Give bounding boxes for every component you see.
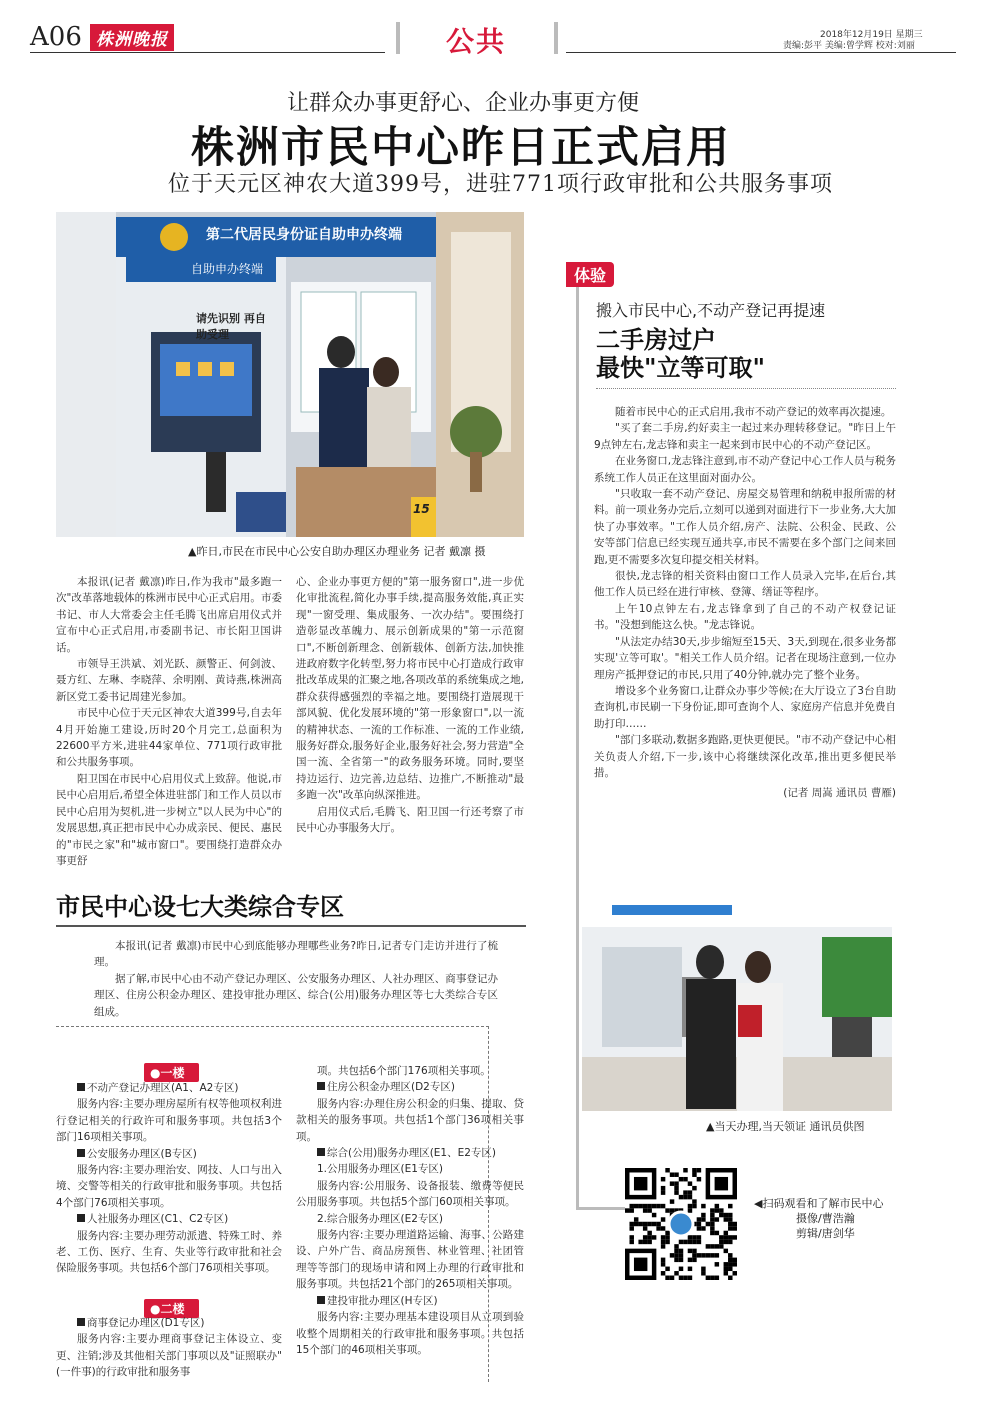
zones-right-col [296, 1063, 524, 1358]
qr-module [679, 1249, 683, 1253]
qr-module [665, 1267, 669, 1271]
qr-module [683, 1177, 687, 1181]
main-paragraph: 市领导王洪斌、刘光跃、颜警正、何剑波、聂方红、左琳、李晓萍、余明刚、黄诗燕,株洲高新区党工委书记周建光参加。 [56, 658, 282, 703]
qr-module [733, 1235, 737, 1239]
qr-module [692, 1235, 696, 1239]
qr-module [719, 1240, 723, 1244]
qr-module [733, 1226, 737, 1230]
paper-logo [90, 24, 174, 51]
qr-module [706, 1253, 710, 1257]
zones-left-floor1 [56, 1080, 282, 1277]
qr-module [724, 1213, 728, 1217]
qr-module [688, 1240, 692, 1244]
sidebar-title-rule [596, 388, 896, 389]
qr-module [692, 1249, 696, 1253]
headline-main: 株洲市民中心昨日正式启用 [191, 123, 731, 173]
qr-module [665, 1240, 669, 1244]
qr-module [701, 1253, 705, 1257]
qr-module [697, 1235, 701, 1239]
qr-module [647, 1208, 651, 1212]
qr-module [728, 1276, 732, 1280]
sidebar-tag-text: 体验 [574, 266, 607, 285]
qr-module [697, 1253, 701, 1257]
qr-module [706, 1222, 710, 1226]
zone-content: 2.综合服务办理区(E2专区) [317, 1212, 444, 1225]
photo-self-service-terminal [56, 212, 524, 537]
sidebar-paragraph: 在业务窗口,龙志锋注意到,市不动产登记中心工作人员与税务系统工作人员正在这里面对面办公。 [594, 455, 896, 484]
qr-module [647, 1204, 651, 1208]
zone-bullet-icon [77, 1318, 85, 1326]
main-paragraph: 市民中心位于天元区神农大道399号,自去年4月开始施工建设,历时20个月完工,总面积为22600平方米,进驻44家单位、771项行政审批和公共服务事项。 [56, 707, 282, 769]
qr-module [656, 1204, 660, 1208]
qr-module [733, 1271, 737, 1275]
zone-content: 1.公用服务办理区(E1专区) [317, 1163, 444, 1176]
qr-module [674, 1172, 678, 1176]
floor2-label: ●二楼 [144, 1299, 199, 1318]
qr-module [710, 1222, 714, 1226]
zone-bullet-icon [317, 1082, 325, 1090]
zone-bullet-icon [77, 1083, 85, 1091]
zones-intro-paragraph: 据了解,市民中心由不动产登记办理区、公安服务办理区、人社办理区、商事登记办理区、住房公积金办理区、建投审批办理区、综合(公用)服务办理区等七大类综合专区组成。 [94, 972, 498, 1018]
qr-module [724, 1240, 728, 1244]
qr-module [728, 1240, 732, 1244]
qr-module [665, 1168, 669, 1172]
floor1-label: ●一楼 [144, 1063, 199, 1082]
qr-module [647, 1231, 651, 1235]
zone-title: 综合(公用)服务办理区(E1、E2专区) [296, 1145, 524, 1161]
qr-module [710, 1253, 714, 1257]
qr-module [688, 1276, 692, 1280]
qr-module [724, 1262, 728, 1266]
header-rule-right [566, 52, 956, 53]
photo2-caption: ▲当天办理,当天领证 通讯员供图 [706, 1120, 865, 1133]
sidebar-kicker: 搬入市民中心,不动产登记再提速 [596, 301, 826, 320]
qr-module [661, 1244, 665, 1248]
qr-module [728, 1235, 732, 1239]
sidebar-paragraph: 随着市民中心的正式启用,我市不动产登记的效率再次提速。 [615, 406, 892, 418]
qr-module [665, 1276, 669, 1280]
qr-module [670, 1253, 674, 1257]
qr-module [661, 1190, 665, 1194]
qr-module [674, 1244, 678, 1248]
qr-module [634, 1217, 638, 1221]
qr-module [679, 1267, 683, 1271]
qr-module [715, 1253, 719, 1257]
sidebar-paragraph: 上午10点钟左右,龙志锋拿到了自己的不动产权登记证书。"没想到能这么快。"龙志锋说。 [594, 602, 896, 632]
qr-module [643, 1226, 647, 1230]
headline-sub: 位于天元区神农大道399号，进驻771项行政审批和公共服务事项 [168, 172, 833, 197]
staff-credits: 责编:彭平 美编:曾学辉 校对:刘丽 [783, 41, 915, 51]
qr-module [629, 1222, 633, 1226]
qr-module [715, 1276, 719, 1280]
zone-bullet-icon [317, 1296, 325, 1304]
qr-module [652, 1213, 656, 1217]
qr-module [688, 1267, 692, 1271]
qr-finder-module [634, 1258, 647, 1271]
qr-module [652, 1222, 656, 1226]
zone-content: 项。共包括6个部门176项相关事项。 [317, 1065, 491, 1077]
qr-module [634, 1204, 638, 1208]
qr-module [701, 1204, 705, 1208]
qr-module [647, 1240, 651, 1244]
paper-logo-text: 株洲晚报 [96, 30, 168, 50]
sidebar-paragraph: "从法定办结30天,步步缩短至15天、3天,到现在,很多业务都实现'立等可取'。"相关工作人员介绍。记者在现场注意到,一位办理房产抵押登记的市民,只用了40分钟,就办完了整个业务。 [594, 635, 896, 681]
qr-module [728, 1213, 732, 1217]
qr-code-image [625, 1168, 737, 1280]
qr-module [683, 1240, 687, 1244]
qr-code[interactable] [625, 1168, 737, 1280]
main-article-col1 [56, 574, 282, 869]
qr-module [724, 1217, 728, 1221]
qr-module [728, 1253, 732, 1257]
qr-module [692, 1199, 696, 1203]
main-paragraph: 本报讯(记者 戴凛)昨日,作为我市"最多跑一次"改革落地载体的株洲市民中心正式启用。市委书记、市人大常委会主任毛腾飞出席启用仪式并宣布中心正式启用,市委副书记、市长阳卫国讲话。 [56, 576, 282, 654]
sidebar-tag [566, 262, 614, 287]
qr-module [683, 1168, 687, 1172]
qr-module [688, 1204, 692, 1208]
qr-module [638, 1240, 642, 1244]
qr-module [674, 1249, 678, 1253]
qr-module [647, 1235, 651, 1239]
qr-module [710, 1231, 714, 1235]
qr-module [692, 1240, 696, 1244]
qr-module [710, 1208, 714, 1212]
zone-title: 住房公积金办理区(D2专区) [296, 1079, 524, 1095]
qr-module [643, 1240, 647, 1244]
qr-module [728, 1204, 732, 1208]
qr-module [706, 1276, 710, 1280]
qr-module [674, 1186, 678, 1190]
zone-title: 不动产登记办理区(A1、A2专区) [56, 1080, 282, 1096]
qr-module [701, 1217, 705, 1221]
qr-module [625, 1208, 629, 1212]
qr-module [697, 1177, 701, 1181]
page-header [0, 0, 985, 60]
qr-module [674, 1181, 678, 1185]
qr-module [715, 1217, 719, 1221]
qr-center-logo [669, 1212, 693, 1236]
zone-title: 人社服务办理区(C1、C2专区) [56, 1211, 282, 1227]
main-paragraph: 阳卫国在市民中心启用仪式上致辞。他说,市民中心启用后,希望全体进驻部门和工作人员以市民中心启用为契机,进一步树立"以人民为中心"的发展思想,真正把市民中心办成亲民、便民、惠民的"市民之家"和"城市窗口"。要围绕打造群众办事更舒 [56, 772, 282, 867]
qr-module [719, 1244, 723, 1248]
qr-module [697, 1226, 701, 1230]
qr-module [674, 1271, 678, 1275]
qr-module [728, 1258, 732, 1262]
zone-content: 服务内容:主要办理房屋所有权等他项权利进行登记相关的行政许可和服务事项。共包括3个部门16项相关事项。 [56, 1098, 282, 1144]
qr-module [733, 1258, 737, 1262]
sidebar-paragraph: "部门多联动,数据多跑路,更快更便民。"市不动产登记中心相关负责人介绍,下一步,该中心将继续深化改革,推出更多便民举措。 [594, 734, 896, 779]
issue-date: 2018年12月19日 星期三 [820, 30, 923, 40]
zones-intro-paragraph: 本报讯(记者 戴凛)市民中心到底能够办理哪些业务?昨日,记者专门走访并进行了梳理。 [94, 940, 498, 969]
qr-module [643, 1222, 647, 1226]
qr-module [674, 1253, 678, 1257]
qr-module [647, 1222, 651, 1226]
qr-module [701, 1271, 705, 1275]
qr-module [724, 1249, 728, 1253]
qr-module [724, 1235, 728, 1239]
floor1-tag [144, 1062, 199, 1082]
qr-module [679, 1253, 683, 1257]
qr-module [697, 1222, 701, 1226]
photo-illustration [582, 887, 892, 1111]
qr-module [661, 1217, 665, 1221]
zone-content: 服务内容:主要办理劳动派遣、特殊工时、养老、工伤、医疗、生育、失业等行政审批和社会保险服务事项。共包括6个部门76项相关事项。 [56, 1229, 282, 1275]
qr-module [661, 1271, 665, 1275]
qr-module [683, 1190, 687, 1194]
photo-certificate-holders [582, 887, 892, 1111]
qr-module [710, 1244, 714, 1248]
qr-finder-module [715, 1177, 728, 1190]
qr-module [656, 1222, 660, 1226]
qr-module [683, 1276, 687, 1280]
qr-module [724, 1267, 728, 1271]
page-number: A06 [30, 22, 82, 52]
qr-module [674, 1258, 678, 1262]
sidebar-title-line1: 二手房过户 [596, 325, 716, 354]
qr-module [719, 1208, 723, 1212]
zone-content: 服务内容:公用服务、设备报装、缴费等便民公用服务事项。共包括5个部门60项相关事项。 [296, 1179, 524, 1209]
qr-module [715, 1244, 719, 1248]
qr-module [715, 1262, 719, 1266]
qr-module [692, 1186, 696, 1190]
qr-module [665, 1231, 669, 1235]
photo-badge-number: 15 [413, 502, 430, 516]
qr-module [728, 1217, 732, 1221]
zone-content: 服务内容:办理住房公积金的归集、提取、贷款相关的服务事项。共包括1个部门36项相关事项。 [296, 1097, 524, 1143]
qr-module [724, 1231, 728, 1235]
qr-module [733, 1262, 737, 1266]
section-name: 公共 [446, 25, 507, 58]
qr-module [638, 1222, 642, 1226]
header-rule-left [30, 52, 385, 53]
qr-module [643, 1204, 647, 1208]
main-paragraph: 启用仪式后,毛腾飞、阳卫国一行还考察了市民中心办事服务大厅。 [296, 805, 524, 835]
zone-content: 服务内容:主要办理商事登记主体设立、变更、注销;涉及其他相关部门事项以及"证照联办"(一件事)的行政审批和服务事 [56, 1333, 282, 1379]
qr-module [715, 1231, 719, 1235]
qr-module [697, 1217, 701, 1221]
qr-module [629, 1226, 633, 1230]
qr-module [688, 1195, 692, 1199]
zones-title: 市民中心设七大类综合专区 [56, 892, 344, 921]
sidebar-paragraph: 增设多个业务窗口,让群众办事少等候;在大厅设立了3台自助查询机,市民刷一下身份证,即可查询个人、家庭房产信息并免费自助打印…… [594, 684, 896, 730]
qr-module [692, 1253, 696, 1257]
qr-module [697, 1168, 701, 1172]
qr-module [656, 1226, 660, 1230]
qr-module [665, 1208, 669, 1212]
qr-module [688, 1181, 692, 1185]
sidebar-frame [576, 262, 579, 1210]
photo-sign-machine: 自助申办终端 [191, 262, 264, 276]
qr-module [701, 1226, 705, 1230]
qr-module [661, 1186, 665, 1190]
qr-module [629, 1208, 633, 1212]
header-divider-right [554, 22, 558, 54]
qr-module [670, 1208, 674, 1212]
qr-module [701, 1267, 705, 1271]
main-paragraph: 心、企业办事更方便的"第一服务窗口",进一步优化审批流程,简化办事手续,提高服务效能,真正实现"一窗受理、集成服务、一次办结"。要围绕打造彰显改革魄力、展示创新成果的"第一示范窗口",不断创新理念、创新载体、创新方法,加快推进政府数字化转型,努力将市民中心打造成行政审批改革成果的汇聚之地,各项改革的系统集成之地,群众获得感强烈的幸福之地。要围绕打造展现干部风貌、优化发展环境的"第一形象窗口",以一流的精神状态、一流的工作标准、一流的工作业绩,服务好群众,服务好企业,服务好社会,努力营造"全国一流、全省第一"的政务服务环境。同时,要坚持边运行、边完善,边总结、边推广,不断推动"最多跑一次"改革向纵深推进。 [296, 576, 524, 802]
photo1-caption: ▲昨日,市民在市民中心公安自助办理区办理业务 记者 戴凛 摄 [188, 545, 486, 558]
qr-module [688, 1249, 692, 1253]
sidebar-paragraph: 很快,龙志锋的相关资料由窗口工作人员录入完毕,在后台,其他工作人员已经在进行审核、登簿、缮证等程序。 [594, 570, 896, 599]
qr-module [710, 1276, 714, 1280]
zone-content: 服务内容:主要办理道路运输、海事、公路建设、户外广告、商品房预售、林业管理、社团管理等等部门的现场申请和网上办理的行政审批和服务事项。共包括21个部门的265项相关事项。 [296, 1229, 524, 1291]
qr-text-primary: ◀扫码观看和了解市民中心 [754, 1197, 884, 1210]
qr-module [629, 1240, 633, 1244]
qr-module [674, 1190, 678, 1194]
qr-module [679, 1195, 683, 1199]
qr-module [679, 1240, 683, 1244]
zone-bullet-icon [77, 1214, 85, 1222]
photo-illustration [56, 212, 524, 537]
headline-kicker: 让群众办事更舒心、企业办事更方便 [287, 91, 640, 116]
qr-module [661, 1262, 665, 1266]
qr-module [652, 1204, 656, 1208]
zone-content: 服务内容:主要办理基本建设项目从立项到验收整个周期相关的行政审批和服务事项。共包括15个部门的46项相关事项。 [296, 1311, 524, 1356]
qr-module [715, 1208, 719, 1212]
qr-module [688, 1235, 692, 1239]
qr-module [670, 1199, 674, 1203]
qr-finder-module [634, 1177, 647, 1190]
qr-module [728, 1267, 732, 1271]
qr-module [665, 1235, 669, 1239]
qr-module [692, 1258, 696, 1262]
qr-module [679, 1177, 683, 1181]
qr-module [724, 1271, 728, 1275]
sidebar-paragraph: "只收取一套不动产登记、房屋交易管理和纳税申报所需的材料。前一项业务办完后,立刻可以递到对面进行下一步业务,大大加快了办事效率。"工作人员介绍,房产、法院、公积金、民政、公安等部门信息已经实现互通共享,市民不需要在多个部门之间来回跑,更不需要多次复印提交相关材料。 [594, 488, 896, 566]
qr-module [710, 1226, 714, 1230]
qr-module [638, 1204, 642, 1208]
qr-module [710, 1217, 714, 1221]
sidebar-body [594, 404, 896, 802]
qr-module [661, 1226, 665, 1230]
qr-module [679, 1258, 683, 1262]
qr-module [629, 1204, 633, 1208]
main-article-col2 [296, 574, 524, 837]
zones-left-floor2 [56, 1315, 282, 1381]
zone-bullet-icon [77, 1149, 85, 1157]
qr-text-editor: 剪辑/唐剑华 [796, 1227, 855, 1240]
qr-module [728, 1222, 732, 1226]
qr-module [670, 1172, 674, 1176]
qr-module [629, 1235, 633, 1239]
qr-module [733, 1222, 737, 1226]
qr-module [670, 1276, 674, 1280]
qr-module [710, 1213, 714, 1217]
qr-text-camera: 摄像/曹浩瀚 [796, 1212, 855, 1225]
qr-module [701, 1213, 705, 1217]
qr-module [692, 1172, 696, 1176]
qr-module [643, 1235, 647, 1239]
zone-title: 建投审批办理区(H专区) [296, 1293, 524, 1309]
qr-module [643, 1208, 647, 1212]
qr-module [661, 1177, 665, 1181]
zones-title-rule [56, 925, 526, 927]
qr-module [652, 1235, 656, 1239]
qr-module [719, 1213, 723, 1217]
photo-sign-top: 第二代居民身份证自助申办终端 [206, 227, 402, 243]
qr-module [661, 1204, 665, 1208]
zone-title: 商事登记办理区(D1专区) [56, 1315, 282, 1331]
qr-module [697, 1240, 701, 1244]
header-divider-left [396, 22, 400, 54]
qr-module [728, 1262, 732, 1266]
sidebar-title-line2: 最快"立等可取" [596, 353, 766, 382]
zones-intro [94, 938, 498, 1020]
zone-title: 公安服务办理区(B专区) [56, 1146, 282, 1162]
qr-module [715, 1204, 719, 1208]
qr-module [719, 1235, 723, 1239]
qr-module [670, 1181, 674, 1185]
qr-module [706, 1244, 710, 1248]
qr-module [692, 1168, 696, 1172]
qr-module [634, 1222, 638, 1226]
qr-module [688, 1190, 692, 1194]
qr-description [754, 1196, 884, 1241]
zone-content: 服务内容:主要办理治安、网技、人口与出入境、交警等相关的行政审批和服务事项。共包括4个部门76项相关事项。 [56, 1164, 282, 1209]
zone-bullet-icon [317, 1148, 325, 1156]
qr-module [661, 1240, 665, 1244]
qr-module [728, 1226, 732, 1230]
sidebar-byline: (记者 周嵩 通讯员 曹雁) [783, 787, 896, 800]
qr-module [679, 1276, 683, 1280]
qr-module [688, 1258, 692, 1262]
qr-module [661, 1235, 665, 1239]
photo-sign-notice: 请先识别 再自助受理 [196, 312, 266, 341]
qr-module [683, 1195, 687, 1199]
qr-module [692, 1204, 696, 1208]
qr-module [661, 1258, 665, 1262]
sidebar-paragraph: "买了套二手房,约好卖主一起过来办理转移登记。"昨日上午9点钟左右,龙志锋和卖主一起来到市民中心的不动产登记区。 [594, 422, 896, 451]
qr-module [688, 1208, 692, 1212]
